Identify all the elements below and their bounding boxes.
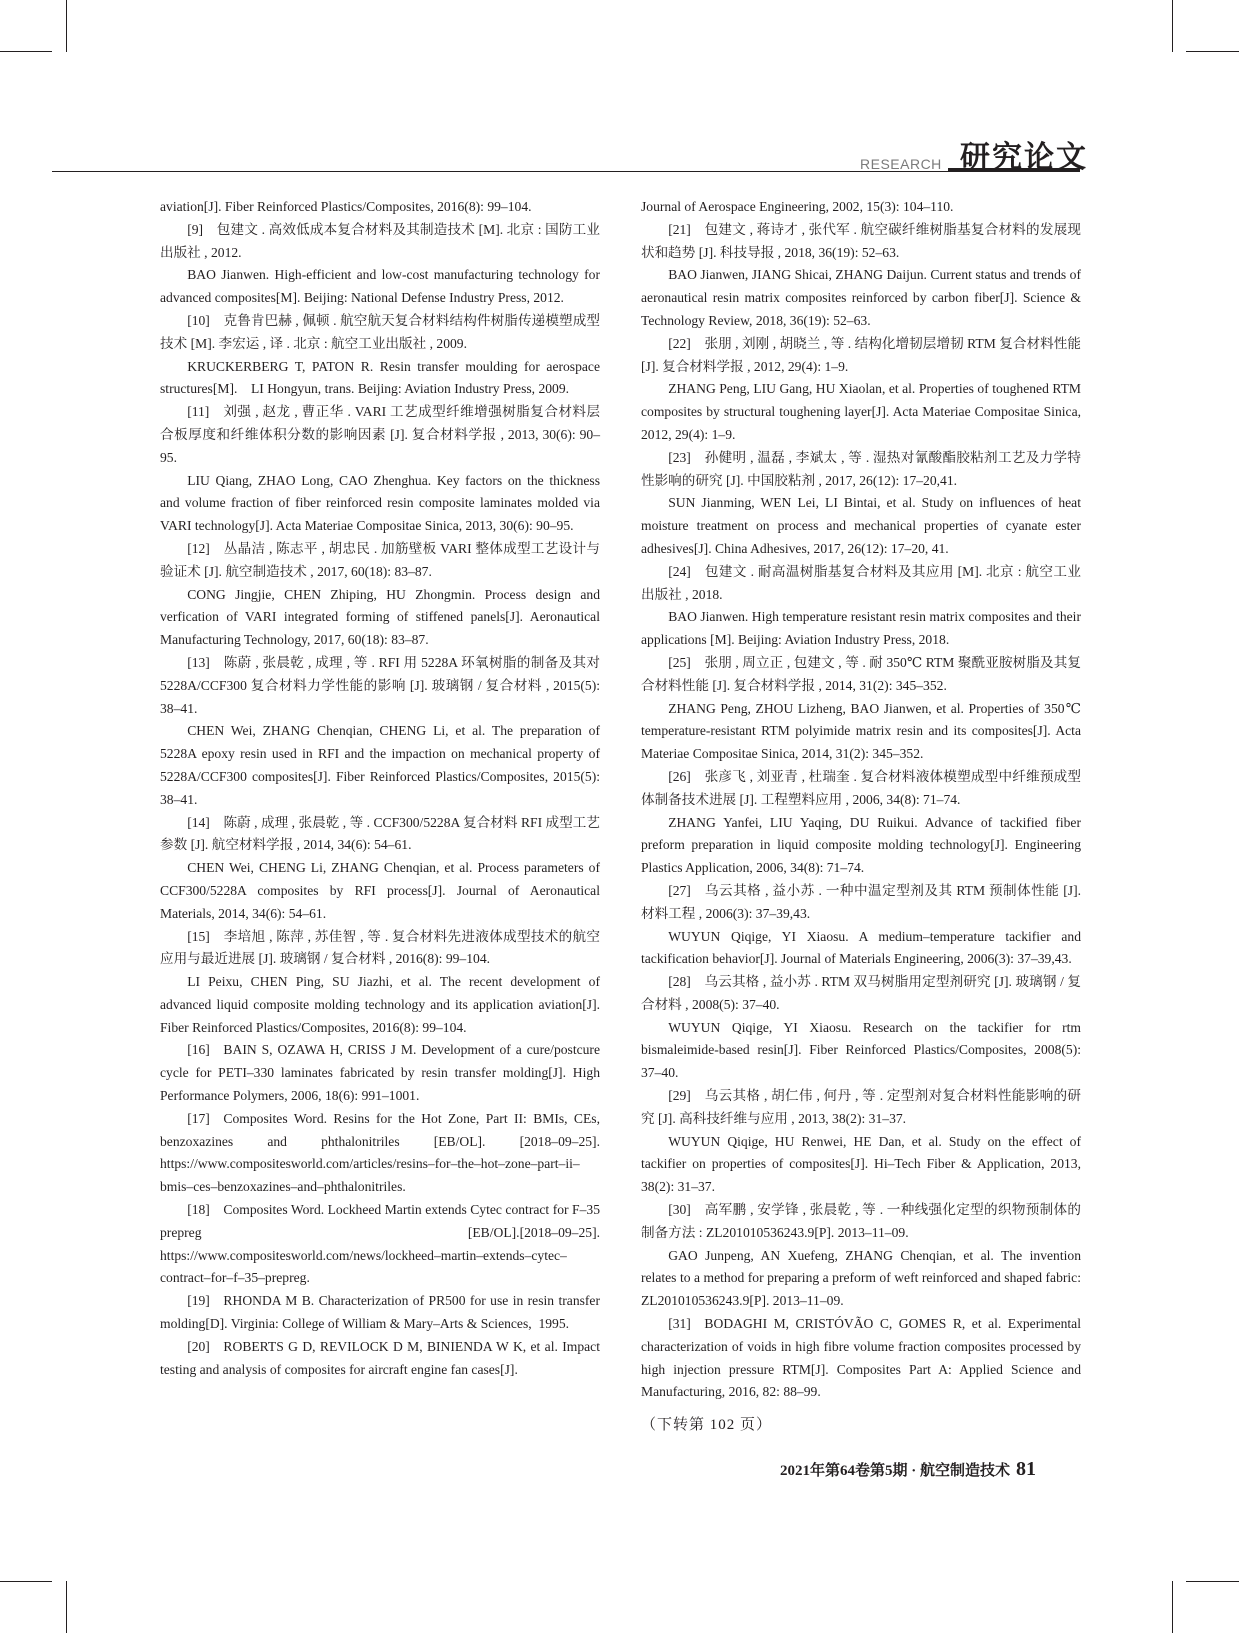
journal-issue: 2021年第64卷第5期 · 航空制造技术 [780,1463,1011,1479]
references-left-column [160,196,600,1381]
reference-entry: [26] 张彦飞 , 刘亚青 , 杜瑞奎 . 复合材料液体模塑成型中纤维预成型体制备技术进展 [J]. 工程塑料应用 , 2006, 34(8): 71–74. [641,768,1081,807]
running-header-zh: 研究论文 [960,141,1088,174]
reference-entry: GAO Junpeng, AN Xuefeng, ZHANG Chenqian, et al. The invention relates to a method for preparing a preform of weft reinforced and shaped fabric: ZL201010536243.9[P]. 2013–11–09. [641,1247,1081,1309]
reference-entry: [22] 张朋 , 刘刚 , 胡晓兰 , 等 . 结构化增韧层增韧 RTM 复合材料性能 [J]. 复合材料学报 , 2012, 29(4): 1–9. [641,335,1081,374]
reference-entry: KRUCKERBERG T, PATON R. Resin transfer moulding for aerospace structures[M]. LI Hongyun, trans. Beijing: Aviation Industry Press, 2009. [160,358,600,397]
crop-mark [66,0,67,52]
crop-mark [1186,51,1239,52]
reference-entry: CHEN Wei, CHENG Li, ZHANG Chenqian, et al. Process parameters of CCF300/5228A composites by RFI process[J]. Journal of Aeronautical Materials, 2014, 34(6): 54–61. [160,860,600,921]
crop-mark [1172,1581,1173,1633]
reference-entry: SUN Jianming, WEN Lei, LI Bintai, et al. Study on influences of heat moisture treatment on process and mechanical properties of cyanate ester adhesives[J]. China Adhesives, 2017, 26(12): 17–20, 41. [641,495,1081,556]
reference-entry: [28] 乌云其格 , 益小苏 . RTM 双马树脂用定型剂研究 [J]. 玻璃钢 / 复合材料 , 2008(5): 37–40. [641,974,1081,1012]
reference-entry: BAO Jianwen. High temperature resistant resin matrix composites and their applications [M]. Beijing: Aviation Industry Press, 2018. [641,609,1081,648]
reference-entry: [23] 孙健明 , 温磊 , 李斌太 , 等 . 湿热对氰酸酯胶粘剂工艺及力学特性影响的研究 [J]. 中国胶粘剂 , 2017, 26(12): 17–20,41. [641,449,1081,488]
reference-entry: WUYUN Qiqige, HU Renwei, HE Dan, et al. Study on the effect of tackifier on properties of composites[J]. Hi–Tech Fiber & Application, 2013, 38(2): 31–37. [641,1133,1081,1195]
reference-entry: [10] 克鲁肯巴赫 , 佩顿 . 航空航天复合材料结构件树脂传递模塑成型技术 [M]. 李宏运 , 译 . 北京 : 航空工业出版社 , 2009. [160,312,600,351]
reference-entry: CONG Jingjie, CHEN Zhiping, HU Zhongmin. Process design and verfication of VARI integrated forming of stiffened panels[J]. Aeronautical Manufacturing Technology, 2017, 60(18): 83–87. [160,586,600,648]
references-right-column [641,196,1081,1437]
reference-entry: ZHANG Yanfei, LIU Yaqing, DU Ruikui. Advance of tackified fiber preform preparation in liquid composite molding technology[J]. Engineering Plastics Application, 2006, 34(8): 71–74. [641,814,1081,876]
reference-entry: [11] 刘强 , 赵龙 , 曹正华 . VARI 工艺成型纤维增强树脂复合材料层合板厚度和纤维体积分数的影响因素 [J]. 复合材料学报 , 2013, 30(6): 90–95. [160,404,600,465]
reference-entry: [25] 张朋 , 周立正 , 包建文 , 等 . 耐 350℃ RTM 聚酰亚胺树脂及其复合材料性能 [J]. 复合材料学报 , 2014, 31(2): 345–352. [641,654,1081,693]
page-number: 81 [1016,1458,1037,1480]
crop-mark [1172,0,1173,52]
reference-entry: [12] 丛晶洁 , 陈志平 , 胡忠民 . 加筋壁板 VARI 整体成型工艺设计与验证术 [J]. 航空制造技术 , 2017, 60(18): 83–87. [160,540,600,579]
reference-entry: aviation[J]. Fiber Reinforced Plastics/Composites, 2016(8): 99–104. [160,199,532,214]
crop-mark [66,1581,67,1633]
reference-entry: [21] 包建文 , 蒋诗才 , 张代军 . 航空碳纤维树脂基复合材料的发展现状和趋势 [J]. 科技导报 , 2018, 36(19): 52–63. [641,221,1081,260]
reference-entry: [14] 陈蔚 , 成理 , 张晨乾 , 等 . CCF300/5228A 复合材料 RFI 成型工艺参数 [J]. 航空材料学报 , 2014, 34(6): 54–61. [160,814,600,853]
reference-entry: [30] 高军鹏 , 安学锋 , 张晨乾 , 等 . 一种线强化定型的织物预制体的制备方法 : ZL201010536243.9[P]. 2013–11–09. [641,1202,1081,1240]
reference-entry: [18] Composites Word. Lockheed Martin extends Cytec contract for F–35 prepreg [EB/OL].[2018–09–25]. https://www.compositesworld.com/news/lockheed–martin–extends–cytec–contract–for–f–35–prepreg. [160,1202,600,1286]
reference-entry: ZHANG Peng, ZHOU Lizheng, BAO Jianwen, et al. Properties of 350℃ temperature-resistant RTM polyimide matrix resin and its composites[J]. Acta Materiae Compositae Sinica, 2014, 31(2): 345–352. [641,700,1081,762]
reference-entry: BAO Jianwen. High-efficient and low-cost manufacturing technology for advanced composites[M]. Beijing: National Defense Industry Press, 2012. [160,267,600,306]
reference-entry: [20] ROBERTS G D, REVILOCK D M, BINIENDA W K, et al. Impact testing and analysis of composites for aircraft engine fan cases[J]. [160,1338,600,1377]
reference-entry: WUYUN Qiqige, YI Xiaosu. A medium–temperature tackifier and tackification behavior[J]. Journal of Materials Engineering, 2006(3): 37–39,43. [641,928,1081,967]
reference-entry: LI Peixu, CHEN Ping, SU Jiazhi, et al. The recent development of advanced liquid composite molding technology and its application aviation[J]. Fiber Reinforced Plastics/Composites, 2016(8): 99–104. [160,974,600,1035]
reference-entry: LIU Qiang, ZHAO Long, CAO Zhenghua. Key factors on the thickness and volume fraction of fiber reinforced resin composite laminates molded via VARI technology[J]. Acta Materiae Compositae Sinica, 2013, 30(6): 90–95. [160,472,600,534]
page-footer [780,1458,1036,1481]
reference-entry: CHEN Wei, ZHANG Chenqian, CHENG Li, et al. The preparation of 5228A epoxy resin used in RFI and the impaction on mechanical property of 5228A/CCF300 composites[J]. Fiber Reinforced Plastics/Composites, 2015(5): 38–41. [160,723,600,807]
reference-entry: BAO Jianwen, JIANG Shicai, ZHANG Daijun. Current status and trends of aeronautical resin matrix composites reinforced by carbon fiber[J]. Science & Technology Review, 2018, 36(19): 52–63. [641,267,1081,328]
continued-note: （下转第 102 页） [641,1417,773,1434]
reference-entry: ZHANG Peng, LIU Gang, HU Xiaolan, et al. Properties of toughened RTM composites by structural toughening layer[J]. Acta Materiae Compositae Sinica, 2012, 29(4): 1–9. [641,381,1081,442]
reference-entry: WUYUN Qiqige, YI Xiaosu. Research on the tackifier for rtm bismaleimide-based resin[J]. Fiber Reinforced Plastics/Composites, 2008(5): 37–40. [641,1019,1081,1081]
crop-mark [0,51,52,52]
reference-entry: [13] 陈蔚 , 张晨乾 , 成理 , 等 . RFI 用 5228A 环氧树脂的制备及其对 5228A/CCF300 复合材料力学性能的影响 [J]. 玻璃钢 / 复合材料 , 2015(5): 38–41. [160,654,600,716]
reference-entry: [27] 乌云其格 , 益小苏 . 一种中温定型剂及其 RTM 预制体性能 [J]. 材料工程 , 2006(3): 37–39,43. [641,882,1081,921]
reference-entry: [24] 包建文 . 耐高温树脂基复合材料及其应用 [M]. 北京 : 航空工业出版社 , 2018. [641,563,1081,602]
crop-mark [0,1581,52,1582]
reference-entry: [31] BODAGHI M, CRISTÓVÃO C, GOMES R, et al. Experimental characterization of voids in high fibre volume fraction composites processed by high injection pressure RTM[J]. Composites Part A: Applied Science and Manufacturing, 2016, 82: 88–99. [641,1316,1081,1400]
crop-mark [1186,1581,1239,1582]
reference-entry: [19] RHONDA M B. Characterization of PR500 for use in resin transfer molding[D]. Virginia: College of William & Mary–Arts & Sciences, 1995. [160,1293,600,1332]
reference-entry: Journal of Aerospace Engineering, 2002, 15(3): 104–110. [641,199,954,214]
reference-entry: [17] Composites Word. Resins for the Hot Zone, Part II: BMIs, CEs, benzoxazines and phthalonitriles [EB/OL]. [2018–09–25]. https://www.compositesworld.com/articles/resins–for–the–hot–zone–part–ii–bmis–ces–benzoxazines–and–phthalonitriles. [160,1110,600,1195]
running-header-en: RESEARCH [860,156,942,172]
reference-entry: [15] 李培旭 , 陈萍 , 苏佳智 , 等 . 复合材料先进液体成型技术的航空应用与最近进展 [J]. 玻璃钢 / 复合材料 , 2016(8): 99–104. [160,928,600,967]
reference-entry: [9] 包建文 . 高效低成本复合材料及其制造技术 [M]. 北京 : 国防工业出版社 , 2012. [160,221,600,260]
reference-entry: [29] 乌云其格 , 胡仁伟 , 何丹 , 等 . 定型剂对复合材料性能影响的研究 [J]. 高科技纤维与应用 , 2013, 38(2): 31–37. [641,1088,1081,1126]
reference-entry: [16] BAIN S, OZAWA H, CRISS J M. Development of a cure/postcure cycle for PETI–330 laminates fabricated by resin transfer molding[J]. High Performance Polymers, 2006, 18(6): 991–1001. [160,1042,600,1104]
